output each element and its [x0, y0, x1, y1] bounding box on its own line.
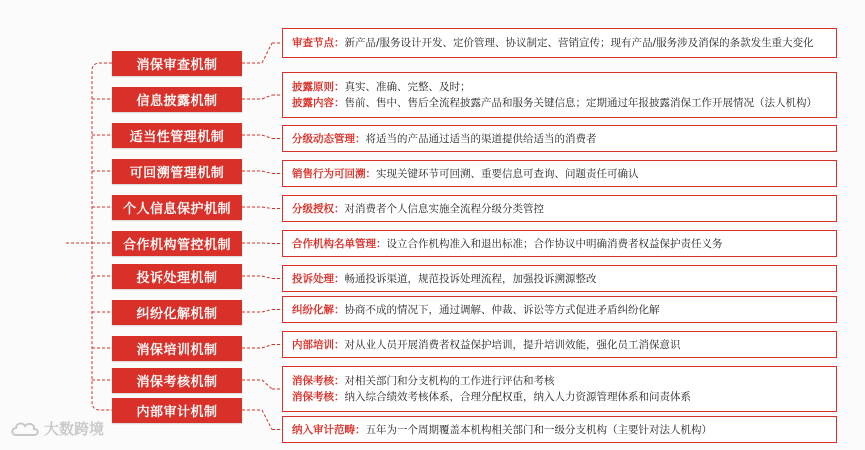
description-key: 投诉处理： — [292, 272, 345, 285]
mech-connector — [262, 410, 272, 430]
description-key: 纳入审计范畴： — [292, 423, 366, 436]
description-line — [292, 95, 827, 111]
mechanism-box: 消保考核机制 — [112, 368, 242, 393]
description-text: 畅通投诉渠道，规范投诉处理流程，加强投诉溯源整改 — [344, 272, 597, 285]
description-key: 销售行为可回溯： — [292, 167, 376, 180]
mechanism-box: 可回溯管理机制 — [112, 159, 242, 184]
description-key: 纠纷化解： — [292, 303, 345, 316]
mechanism-box: 消保培训机制 — [112, 336, 242, 361]
description-text: 协商不成的情况下，通过调解、仲裁、诉讼等方式促进矛盾纠纷化解 — [344, 303, 660, 316]
description-box — [282, 28, 837, 58]
description-line — [292, 337, 827, 353]
mechanism-box: 个人信息保护机制 — [112, 195, 242, 220]
description-text: 五年为一个周期覆盖本机构相关部门和一级分支机构（主要针对法人机构） — [365, 423, 712, 436]
mech-connector — [262, 171, 272, 174]
description-key: 披露原则： — [292, 81, 345, 93]
mech-connector — [262, 135, 272, 139]
description-key: 消保考核： — [292, 391, 345, 403]
mechanism-box: 内部审计机制 — [112, 398, 242, 423]
description-box — [282, 296, 837, 323]
description-line — [292, 131, 827, 147]
description-text: 售前、售中、售后全流程披露产品和服务关键信息；定期通过年报披露消保工作开展情况（法人机构） — [344, 97, 817, 109]
mech-connector — [262, 243, 272, 244]
mechanism-box: 投诉处理机制 — [112, 264, 242, 289]
mech-connector — [262, 345, 272, 349]
description-box — [282, 416, 837, 443]
brand-logo — [10, 418, 104, 439]
mechanism-box: 消保审查机制 — [112, 51, 242, 76]
description-key: 披露内容： — [292, 97, 345, 109]
description-text: 对消费者个人信息实施全流程分级分类管控 — [344, 202, 544, 215]
description-box — [282, 125, 837, 152]
description-box — [282, 195, 837, 222]
description-line — [292, 373, 827, 389]
description-line — [292, 389, 827, 405]
description-text: 新产品/服务设计开发、定价管理、协议制定、营销宣传；现有产品/服务涉及消保的条款发生重大变化 — [344, 37, 814, 49]
mech-connector — [262, 310, 272, 313]
description-text: 纳入综合绩效考核体系，合理分配权重，纳入人力资源管理体系和问责体系 — [344, 391, 691, 403]
description-box — [282, 72, 837, 118]
description-key: 分级动态管理： — [292, 132, 366, 145]
description-box — [282, 265, 837, 292]
description-line — [292, 166, 827, 182]
description-line — [292, 302, 827, 318]
description-key: 合作机构名单管理： — [292, 237, 387, 250]
description-text: 实现关键环节可回溯、重要信息可查询、问题责任可确认 — [376, 167, 639, 180]
description-key: 消保考核： — [292, 375, 345, 387]
description-text: 真实、准确、完整、及时； — [344, 81, 471, 93]
description-box — [282, 331, 837, 358]
logo-text: 大数跨境 — [44, 420, 105, 438]
description-key: 审查节点： — [292, 37, 345, 49]
description-line — [292, 236, 827, 252]
description-text: 设立合作机构准入和退出标准；合作协议中明确消费者权益保护责任义务 — [386, 237, 723, 250]
mech-connector — [262, 380, 272, 389]
description-line — [292, 201, 827, 217]
description-text: 将适当的产品通过适当的渠道提供给适当的消费者 — [365, 132, 597, 145]
description-key: 内部培训： — [292, 338, 345, 351]
mechanism-box: 适当性管理机制 — [112, 123, 242, 148]
description-line — [292, 35, 827, 51]
mech-connector — [262, 207, 272, 209]
mechanism-box: 信息披露机制 — [112, 87, 242, 112]
left-bracket — [92, 63, 112, 410]
mechanism-box: 纠纷化解机制 — [112, 300, 242, 325]
description-line — [292, 271, 827, 287]
description-line — [292, 422, 827, 438]
description-box — [282, 230, 837, 257]
mech-connector — [262, 276, 272, 279]
mech-connector — [262, 43, 272, 63]
mechanism-box: 合作机构管控机制 — [112, 231, 242, 256]
description-key: 分级授权： — [292, 202, 345, 215]
cloud-logo-icon — [10, 419, 40, 439]
description-text: 对相关部门和分支机构的工作进行评估和考核 — [344, 375, 555, 387]
description-line — [292, 79, 827, 95]
description-text: 对从业人员开展消费者权益保护培训，提升培训效能，强化员工消保意识 — [344, 338, 681, 351]
mech-connector — [262, 95, 272, 99]
description-box — [282, 366, 837, 412]
description-box — [282, 160, 837, 187]
